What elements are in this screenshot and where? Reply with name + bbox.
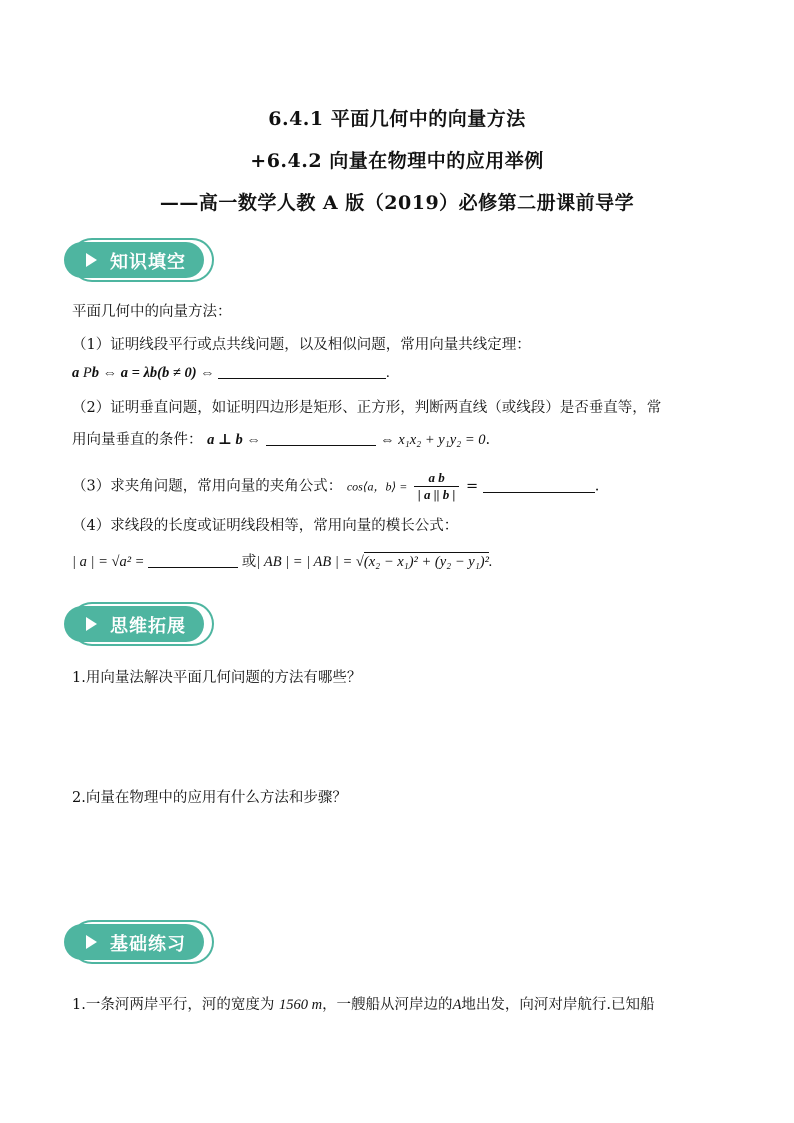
section-title: 基础练习 (110, 934, 186, 955)
fill-blank[interactable] (483, 478, 595, 493)
fill-blank[interactable] (218, 364, 386, 379)
section-badge-thinking (64, 602, 214, 646)
fill-blank[interactable] (266, 431, 376, 446)
fill-blank[interactable] (148, 553, 238, 568)
knowledge-item-1-formula: a Pb ⇔ a = λb(b ≠ 0) ⇔ . (72, 365, 390, 381)
section-badge-practice (64, 920, 214, 964)
section-badge-knowledge (64, 238, 214, 282)
title-line-2: +6.4.2 向量在物理中的应用举例 (250, 150, 544, 172)
play-triangle-icon (86, 253, 97, 267)
play-triangle-icon (86, 617, 97, 631)
cos-fraction: $\frac{\text{a b}}{| a || b |}$ (414, 470, 459, 503)
knowledge-item-3: （3）求夹角问题，常用向量的夹角公式： cos⟨a，b⟩ = $\frac{\text{a b}}{| a || b |}$ = . (72, 470, 600, 502)
thinking-question-1: 1.用向量法解决平面几何问题的方法有哪些？ (72, 670, 362, 686)
knowledge-intro: 平面几何中的向量方法： (72, 304, 232, 320)
section-title: 思维拓展 (110, 616, 186, 637)
knowledge-item-1: （1）证明线段平行或点共线问题，以及相似问题，常用向量共线定理： (72, 337, 531, 353)
knowledge-item-4-formula: | a | = √a² = 或| AB | = | AB | = √(x₂ − x₁)² + (y₂ − y₁)². (72, 554, 493, 570)
thinking-question-2: 2.向量在物理中的应用有什么方法和步骤？ (72, 790, 347, 806)
knowledge-item-4: （4）求线段的长度或证明线段相等，常用向量的模长公式： (72, 518, 459, 534)
title-line-1: 6.4.1 平面几何中的向量方法 (268, 108, 526, 130)
section-title: 知识填空 (110, 252, 186, 273)
play-triangle-icon (86, 935, 97, 949)
title-line-3: ——高一数学人教 A 版（2019）必修第二册课前导学 (159, 192, 635, 214)
practice-problem-1: 1.一条河两岸平行，河的宽度为 1560 m，一艘船从河岸边的A地出发，向河对岸航行.已知船 (72, 997, 655, 1013)
knowledge-item-2-line-2: 用向量垂直的条件： a ⊥ b ⇔ ⇔ x₁x₂ + y₁y₂ = 0. (72, 432, 491, 448)
knowledge-item-2-line-1: （2）证明垂直问题，如证明四边形是矩形、正方形，判断两直线（或线段）是否垂直等，常 (72, 400, 662, 416)
